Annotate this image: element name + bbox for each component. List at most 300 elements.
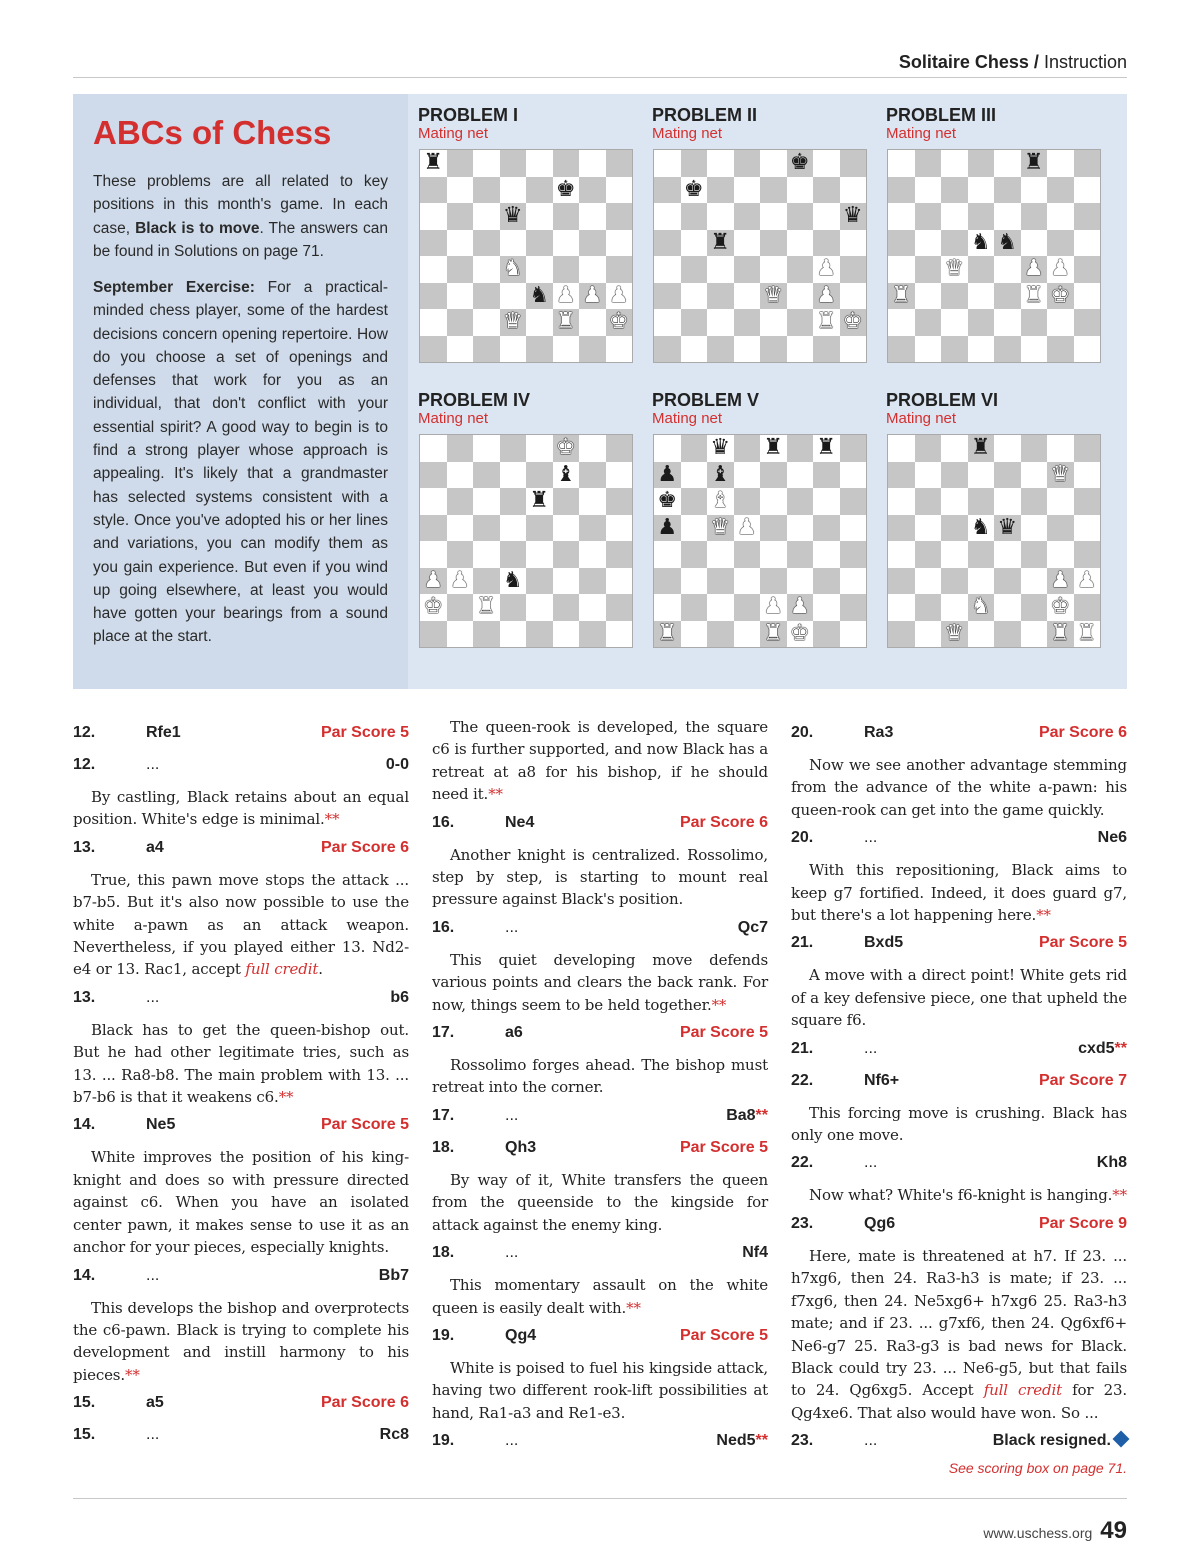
annotation-body: Here, mate is threatened at h7. If 23. ... h7xg6, then 24. Ra3-h3 is mate; if 23. ... f7xg6, then 24. Ne5xg6+ h7xg6 25. Ra3-h3 mate; and if 23. ... g7xf6, then 24. Qg6xf6+ Ne6-g7 25. Ra3-g3 is bad news for Black. Black could try 23. ... Ne6-g5, but that fails to 24. Qg6xg5. Accept (791, 1246, 1127, 1400)
white-queen-icon: ♛ (941, 256, 968, 283)
footer (983, 1517, 1127, 1545)
white-pawn-icon: ♟ (553, 283, 580, 310)
board-square (994, 594, 1021, 621)
annotation-tail: for 23. Qg4xe6. That also would have won. So ... (791, 1381, 1127, 1422)
full-credit: full credit (983, 1381, 1063, 1400)
annotation-body: This develops the bishop and overprotects the c6-pawn. Black is trying to complete his development and instill harmony to his pieces. (73, 1298, 409, 1384)
board-square (1021, 435, 1048, 462)
board-square (526, 256, 553, 283)
board-square (420, 309, 447, 336)
white-pawn-icon: ♟ (420, 568, 447, 595)
board-square (915, 203, 942, 230)
board-square (681, 462, 708, 489)
board-square (787, 541, 814, 568)
board-square (840, 283, 867, 310)
board-square (968, 309, 995, 336)
board-square (579, 435, 606, 462)
black-rook-icon: ♜ (813, 435, 840, 462)
board-square (760, 336, 787, 363)
black-knight-icon: ♞ (500, 568, 527, 595)
move-row (73, 839, 409, 863)
board-square (994, 541, 1021, 568)
board-square (553, 203, 580, 230)
problem-subtitle: Mating net (886, 125, 957, 142)
board-square (941, 594, 968, 621)
board-square (707, 309, 734, 336)
board-square (447, 230, 474, 257)
board-square (526, 541, 553, 568)
board-square (579, 256, 606, 283)
annotation-text (432, 844, 768, 911)
board-square (813, 462, 840, 489)
move-number: 23. (791, 1432, 814, 1450)
board-square (1074, 462, 1101, 489)
par-score: Par Score 5 (320, 1116, 409, 1134)
board-square (734, 541, 761, 568)
board-square (968, 541, 995, 568)
board-square (681, 541, 708, 568)
annotation-body: By way of it, White transfers the queen from the queenside to the kingside for attack against the enemy king. (432, 1170, 768, 1234)
board-square (840, 621, 867, 648)
board-square (994, 435, 1021, 462)
board-square (888, 435, 915, 462)
board-square (681, 594, 708, 621)
board-square (760, 541, 787, 568)
move-number: 16. (432, 813, 455, 831)
annotation-text (432, 716, 768, 806)
par-score: Par Score 7 (1038, 1071, 1127, 1089)
move-number: 12. (73, 756, 96, 773)
board-square (813, 541, 840, 568)
board-square (888, 462, 915, 489)
board-square (526, 568, 553, 595)
board-square (654, 435, 681, 462)
board-square (813, 230, 840, 257)
board-square (1074, 150, 1101, 177)
board-square (606, 515, 633, 542)
board-square (654, 150, 681, 177)
board-square (1021, 177, 1048, 204)
board-square (473, 203, 500, 230)
move-number: 20. (791, 724, 814, 741)
move-notation: Ne4 (505, 813, 535, 831)
board-square (968, 203, 995, 230)
annotation-text (432, 1274, 768, 1319)
board-square (813, 177, 840, 204)
board-square (1021, 541, 1048, 568)
move-reply: Black resigned. (984, 1432, 1127, 1450)
footer-rule (73, 1498, 1127, 1499)
board-square (840, 462, 867, 489)
annotation-text (432, 1054, 768, 1099)
board-square (840, 230, 867, 257)
move-notation: Ra3 (864, 724, 894, 741)
board-square (888, 621, 915, 648)
move-row (73, 1267, 409, 1291)
par-score: Par Score 6 (679, 813, 768, 831)
move-reply: 0-0 (385, 756, 409, 773)
move-row (432, 814, 768, 838)
white-king-icon: ♚ (1047, 594, 1074, 621)
board-square (473, 488, 500, 515)
move-notation: a5 (146, 1394, 164, 1412)
board-square (941, 230, 968, 257)
black-knight-icon: ♞ (968, 230, 995, 257)
board-square (787, 203, 814, 230)
board-square (787, 435, 814, 462)
board-square (915, 283, 942, 310)
board-square (553, 594, 580, 621)
annotation-text (791, 859, 1127, 926)
move-row (791, 1432, 1127, 1456)
board-square (579, 488, 606, 515)
abcs-box (73, 94, 1127, 689)
board-square (606, 462, 633, 489)
move-number: 21. (791, 934, 814, 952)
move-row (73, 1394, 409, 1418)
board-square (968, 256, 995, 283)
board-square (1047, 515, 1074, 542)
board-square (526, 594, 553, 621)
move-reply: cxd5** (1078, 1039, 1127, 1057)
move-number: 14. (73, 1116, 96, 1134)
board-square (1021, 462, 1048, 489)
board-square (915, 594, 942, 621)
board-square (420, 488, 447, 515)
board-square (968, 621, 995, 648)
board-square (1074, 283, 1101, 310)
board-square (760, 462, 787, 489)
board-square (1047, 309, 1074, 336)
move-row (791, 829, 1127, 853)
move-reply: Nf4 (742, 1244, 768, 1262)
board-square (787, 336, 814, 363)
board-square (553, 336, 580, 363)
black-king-icon: ♚ (654, 488, 681, 515)
board-square (1047, 177, 1074, 204)
board-square (681, 230, 708, 257)
board-square (994, 462, 1021, 489)
intro-bold: Black is to move (135, 219, 260, 237)
board-square (420, 621, 447, 648)
board-square (681, 621, 708, 648)
board-square (447, 150, 474, 177)
board-square (553, 150, 580, 177)
board-square (787, 177, 814, 204)
header-subsection: Instruction (1043, 52, 1127, 72)
board-square (734, 309, 761, 336)
board-square (840, 177, 867, 204)
double-asterisk: ** (755, 1432, 768, 1450)
board-square (579, 541, 606, 568)
board-square (888, 177, 915, 204)
annotation-body: This quiet developing move defends various points and clears the back rank. For now, things seem to be held together. (432, 950, 768, 1014)
move-row (791, 1072, 1127, 1096)
board-square (553, 541, 580, 568)
board-square (553, 621, 580, 648)
board-square (994, 283, 1021, 310)
board-square (420, 177, 447, 204)
move-row (432, 1024, 768, 1048)
problem-subtitle: Mating net (652, 410, 723, 427)
move-number: 17. (432, 1106, 455, 1124)
board-square (654, 568, 681, 595)
exercise-text: For a practical-minded chess player, some of the hardest decisions concern opening repertoire. How do you choose a set of openings and defenses that work for you as an individual, that don't conflict with your essential spirit? A good way to begin is to find a strong player whose approach is appealing. It's likely that a grandmaster has selected systems consistent with a style. Once you've adopted his or her lines and variations, you can modify them as you gain experience. But even if you wind up going elsewhere, at least you would have gotten your bearings from a sound place at the start. (93, 279, 389, 646)
board-square (606, 435, 633, 462)
board-square (420, 230, 447, 257)
board-square (1047, 488, 1074, 515)
problem-4 (418, 390, 638, 620)
board-square (915, 541, 942, 568)
board-square (579, 203, 606, 230)
board-square (941, 150, 968, 177)
annotation-body: True, this pawn move stops the attack ... b7-b5. But it's also now possible to use the white a-pawn as an attack weapon. Nevertheless, if you played either 13. Nd2-e4 or 13. Rac1, accept (73, 870, 409, 979)
board-square (1074, 309, 1101, 336)
board-square (968, 462, 995, 489)
board-square (1074, 594, 1101, 621)
board-square (968, 177, 995, 204)
board-square (888, 594, 915, 621)
board-square (526, 150, 553, 177)
white-pawn-icon: ♟ (1047, 256, 1074, 283)
board-square (447, 462, 474, 489)
board-square (526, 435, 553, 462)
board-square (707, 541, 734, 568)
board-square (734, 256, 761, 283)
board-square (787, 256, 814, 283)
par-score: Par Score 5 (679, 1326, 768, 1344)
board-square (1047, 230, 1074, 257)
move-notation: ... (505, 918, 519, 936)
board-square (707, 336, 734, 363)
black-queen-icon: ♛ (707, 435, 734, 462)
problem-5 (652, 390, 872, 646)
double-asterisk: ** (324, 810, 340, 829)
board-square (840, 488, 867, 515)
move-number: 18. (432, 1244, 455, 1262)
annotation-text (73, 1146, 409, 1258)
board-square (579, 150, 606, 177)
board-square (606, 150, 633, 177)
move-notation: ... (146, 756, 160, 773)
board-square (1021, 336, 1048, 363)
board-square (579, 462, 606, 489)
black-rook-icon: ♜ (526, 488, 553, 515)
board-square (526, 309, 553, 336)
board-square (915, 256, 942, 283)
board-square (787, 230, 814, 257)
black-queen-icon: ♛ (840, 203, 867, 230)
board-square (888, 309, 915, 336)
chess-board (653, 149, 867, 363)
white-pawn-icon: ♟ (606, 283, 633, 310)
board-square (840, 515, 867, 542)
board-square (1074, 541, 1101, 568)
white-queen-icon: ♛ (760, 283, 787, 310)
header-section: Solitaire Chess (898, 52, 1029, 72)
running-header (899, 52, 1127, 73)
board-square (654, 283, 681, 310)
move-number: 16. (432, 918, 455, 936)
move-reply: Ne6 (1097, 829, 1127, 847)
chess-board (419, 149, 633, 363)
white-queen-icon: ♛ (707, 515, 734, 542)
move-notation: Rfe1 (146, 724, 181, 741)
intro-text-a: These problems are all related to key positions in this month's game. In each case, (93, 173, 388, 237)
board-square (787, 515, 814, 542)
board-square (420, 283, 447, 310)
board-square (707, 150, 734, 177)
board-square (994, 177, 1021, 204)
chess-board (887, 434, 1101, 648)
white-pawn-icon: ♟ (813, 256, 840, 283)
move-reply: Ba8** (726, 1106, 768, 1124)
problem-title: PROBLEM V (652, 390, 760, 410)
white-rook-icon: ♜ (1074, 621, 1101, 648)
board-square (420, 435, 447, 462)
board-square (734, 336, 761, 363)
move-notation: ... (146, 1266, 160, 1284)
board-square (553, 568, 580, 595)
black-king-icon: ♚ (681, 177, 708, 204)
board-square (681, 336, 708, 363)
par-score: Par Score 6 (320, 838, 409, 856)
move-row (791, 934, 1127, 958)
move-notation: ... (146, 988, 160, 1006)
board-square (760, 177, 787, 204)
board-square (813, 336, 840, 363)
annotation-body: Black has to get the queen-bishop out. But he had other legitimate tries, such as 13. ... Ra8-b8. The main problem with 13. ... b7-b6 is that it weakens c6. (73, 1020, 409, 1107)
board-square (606, 177, 633, 204)
board-square (1021, 621, 1048, 648)
board-square (787, 309, 814, 336)
move-number: 22. (791, 1154, 814, 1172)
white-king-icon: ♚ (840, 309, 867, 336)
board-square (500, 621, 527, 648)
board-square (813, 203, 840, 230)
black-knight-icon: ♞ (968, 515, 995, 542)
board-square (579, 309, 606, 336)
board-square (707, 203, 734, 230)
board-square (760, 150, 787, 177)
double-asterisk: ** (488, 785, 503, 804)
annotation-text (73, 786, 409, 831)
move-notation: ... (864, 1039, 878, 1057)
board-square (734, 488, 761, 515)
move-reply: b6 (390, 988, 409, 1006)
move-number: 14. (73, 1266, 96, 1284)
move-number: 23. (791, 1214, 814, 1232)
problem-2 (652, 105, 872, 335)
white-rook-icon: ♜ (553, 309, 580, 336)
header-rule (73, 77, 1127, 78)
board-square (681, 256, 708, 283)
board-square (553, 488, 580, 515)
board-square (888, 488, 915, 515)
white-king-icon: ♚ (553, 435, 580, 462)
board-square (941, 336, 968, 363)
annotation-body: Now we see another advantage stemming from the advance of the white a-pawn: his queen-rook can get into the game quickly. (791, 756, 1127, 819)
board-square (994, 621, 1021, 648)
diamond-end-icon (1113, 1431, 1130, 1448)
board-square (915, 177, 942, 204)
board-square (526, 230, 553, 257)
board-square (813, 488, 840, 515)
move-notation: ... (505, 1244, 519, 1262)
board-square (994, 336, 1021, 363)
board-square (447, 203, 474, 230)
board-square (941, 203, 968, 230)
board-square (968, 488, 995, 515)
white-king-icon: ♚ (787, 621, 814, 648)
move-notation: ... (864, 1432, 878, 1450)
game-column-2 (432, 716, 768, 1456)
annotation-body: Now what? White's f6-knight is hanging. (809, 1186, 1113, 1205)
board-square (734, 230, 761, 257)
move-row (73, 989, 409, 1013)
game-column-3 (791, 716, 1127, 1476)
white-pawn-icon: ♟ (787, 594, 814, 621)
annotation-body: A move with a direct point! White gets rid of a key defensive piece, one that upheld the square f6. (791, 966, 1127, 1030)
board-square (473, 336, 500, 363)
scoring-note: See scoring box on page 71. (948, 1460, 1127, 1477)
board-square (420, 256, 447, 283)
board-square (1021, 515, 1048, 542)
move-number: 20. (791, 829, 814, 847)
black-pawn-icon: ♟ (654, 462, 681, 489)
board-square (500, 594, 527, 621)
game-column-1 (73, 716, 409, 1450)
board-square (707, 256, 734, 283)
board-square (1047, 336, 1074, 363)
header-separator: / (1033, 52, 1039, 72)
board-square (654, 594, 681, 621)
board-square (994, 203, 1021, 230)
board-square (681, 309, 708, 336)
board-square (420, 203, 447, 230)
board-square (813, 568, 840, 595)
move-notation: ... (864, 829, 878, 847)
white-queen-icon: ♛ (1047, 462, 1074, 489)
board-square (681, 515, 708, 542)
problem-subtitle: Mating net (886, 410, 957, 427)
white-pawn-icon: ♟ (760, 594, 787, 621)
par-score: Par Score 6 (1038, 724, 1127, 741)
board-square (915, 621, 942, 648)
white-rook-icon: ♜ (1047, 621, 1074, 648)
move-number: 21. (791, 1039, 814, 1057)
board-square (606, 488, 633, 515)
board-square (915, 568, 942, 595)
board-square (941, 283, 968, 310)
board-square (1021, 230, 1048, 257)
board-square (813, 594, 840, 621)
board-square (473, 230, 500, 257)
white-rook-icon: ♜ (888, 283, 915, 310)
board-square (500, 488, 527, 515)
board-square (500, 435, 527, 462)
par-score: Par Score 5 (320, 724, 409, 741)
board-square (707, 568, 734, 595)
intro-text-b: . The answers can be found in Solutions on page 71. (93, 219, 388, 260)
problem-title: PROBLEM VI (886, 390, 999, 410)
annotation-body: This momentary assault on the white queen is easily dealt with. (432, 1276, 768, 1317)
page-number: 49 (1100, 1517, 1127, 1544)
move-row (432, 1327, 768, 1351)
board-square (968, 568, 995, 595)
problem-title: PROBLEM IV (418, 390, 531, 410)
board-square (760, 256, 787, 283)
